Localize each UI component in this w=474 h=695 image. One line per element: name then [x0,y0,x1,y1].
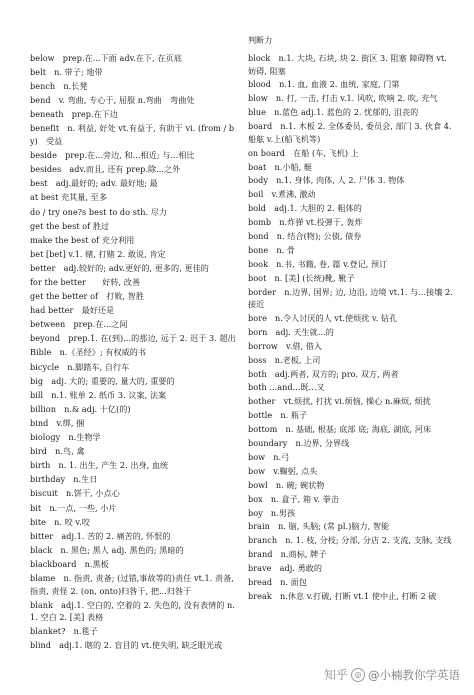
vocab-entry: better adj.较好的; adv.更好的, 更多的, 更佳的 [30,262,209,273]
vocab-entry: black n. 黑色; 黑人 adj. 黑色的; 黑暗的 [30,544,184,555]
vocab-entry: benefit n. 利益, 好处 vt.有益于, 有助于 vi. (from / by) 受益 [30,123,235,147]
vocab-entry: brave adj. 勇敢的 [248,563,322,574]
vocab-entry: blackboard n.黑板 [30,558,109,569]
vocab-entry: body n.1. 身体, 肉体, 人 2. 尸体 3. 物体 [248,175,405,186]
vocab-entry: bind v.绑, 捆 [30,417,85,428]
vocab-entry: box n. 盒子, 箱 v. 拳击 [248,493,339,504]
vocab-entry: blame n. 指责, 责备; (过错,事故等的)责任 vt.1. 责备, 指责, 责怪 2. (on, onto)归咎于, 把...归咎于 [30,572,234,596]
vocab-entry: bitter adj.1. 苦的 2. 痛苦的, 怀恨的 [30,530,171,541]
vocab-entry: beside prep.在...旁边, 和...相近; 与...相比 [30,150,195,161]
vocab-entry: bottle n. 瓶子 [248,410,308,421]
vocab-entry: bother vt.烦扰, 打扰 vi.烦恼, 操心 n.麻烦, 烦扰 [248,396,431,407]
vocab-entry: Bible n.《圣经》; 有权威的书 [30,347,147,358]
vocab-entry: had better 最好还是 [30,305,115,316]
vocab-entry: below prep.在...下面 adv.在下, 在页底 [30,53,182,63]
vocab-entry: boundary n.边界, 分界线 [248,438,350,449]
vocab-entry: bowl n. 碗; 碗状物 [248,479,325,490]
vocab-entry: blue n.蓝色 adj.1. 蓝色的 2. 忧郁的, 沮丧的 [248,107,419,118]
vocab-entry: bone n. 骨 [248,244,296,255]
vocab-entry: best adj.最好的; adv. 最好地; 最 [30,178,158,189]
left-column [30,52,236,654]
vocab-entry: birthday n.生日 [30,474,98,485]
vocab-entry: get the best of 胜过 [30,220,110,231]
vocab-entry: borrow v.借, 借入 [248,340,322,351]
vocab-entry: boat n.小船, 艇 [248,161,313,172]
vocab-entry: bite n. 咬 v.咬 [30,516,90,527]
vocab-entry: board n.1. 木板 2. 全体委员, 委员会, 部门 3. 伙食 4. 船舷 v.上(船飞机等) [248,121,452,144]
vocab-entry: born adj. 天生就...的 [248,326,334,337]
vocab-entry: for the better 好转, 改善 [30,277,141,287]
vocab-entry: blanket? n.毯子 [30,626,98,637]
vocab-entry: boot n. [美] (长统)靴, 靴子 [248,272,355,283]
vocab-entry: both ...and...既...又 [248,382,325,393]
vocab-entry: bond n. 结合(物); 公债, 债券 [248,230,362,241]
vocab-entry: blood n.1. 血, 血液 2. 血统, 家庭, 门第 [248,79,400,90]
vocab-entry: boy n.男孩 [248,507,296,518]
vocab-entry: birth n. 1. 出生, 产生 2. 出身, 血统 [30,460,169,471]
vocab-entry: branch n. 1. 枝, 分枝; 分部, 分店 2. 支流, 支脉, 支线 [248,535,452,546]
vocab-entry: both adj.两者, 双方的; pro. 双方, 两者 [248,368,399,379]
vocab-entry: bend v. 弯曲, 专心于, 屈服 n.弯曲 弯曲处 [30,95,195,106]
vocab-entry: bomb n.炸弹 vt.投弹于, 轰炸 [248,217,363,228]
vocab-entry: bench n.长凳 [30,81,88,92]
vocab-entry: brain n. 脑, 头脑; (常 pl.)脑力, 智能 [248,521,390,532]
vocab-entry: break n.休息 v.打破, 打断 vt.1 使中止, 打断 2 破 [248,590,437,601]
vocab-entry: bet [bet] v.1. 赌, 打赌 2. 敢说, 肯定 [30,248,166,259]
vocab-entry: bread n. 面包 [248,576,308,587]
vocab-entry: bow n.弓 [248,451,290,462]
vocab-entry: book n.书, 书籍, 卷, 篇 v.登记, 预订 [248,258,388,269]
vocab-entry: big adj. 大的; 重要的, 量大的, 重要的 [30,375,175,386]
vocab-entry: blow n. 打, 一击, 打击 v.1. 风吹, 吹响 2. 吹, 充气 [248,93,438,104]
vocab-entry: block n.1. 大块, 石块, 块 2. 街区 3. 阻塞 障碍物 vt.妨碍, 阻塞 [248,53,447,76]
vocab-entry: boil v.煮沸, 激动 [248,189,316,200]
vocab-entry: biology n.生物学 [30,432,101,443]
right-column [248,52,454,604]
vocab-entry: between prep.在...之间 [30,319,128,330]
vocab-entry: bore n.令人讨厌的人 vt.使烦扰 v. 钻孔 [248,313,398,324]
watermark-author: @小楠教你学英语 [368,667,460,682]
vocab-entry: beyond prep.1. 在(到)...的那边, 远于 2. 迟于 3. 超出 [30,333,236,344]
author-avatar-icon: ◎ [351,668,365,682]
vocab-entry: bold adj.1. 大胆的 2. 粗体的 [248,203,362,214]
vocab-entry: get the better of 打败, 智胜 [30,291,145,302]
vocab-entry: make the best of 充分利用 [30,234,135,245]
vocab-entry: bow v.鞠躬, 点头 [248,465,318,476]
vocab-entry: belt n. 带子; 地带 [30,67,103,78]
vocab-entry: bicycle n.脚踏车, 自行车 [30,361,130,372]
vocab-entry: at best 充其量, 至多 [30,192,107,203]
vocab-entry: bottom n. 基础, 根基; 底部 底; 海底, 湖底, 河床 [248,424,432,435]
vocab-entry: do / try one?s best to do sth. 尽力 [30,206,168,217]
vocab-entry: brand n.商标, 牌子 [248,549,327,560]
vocab-entry: besides adv.而且, 还有 prep.除...之外 [30,164,181,175]
vocab-entry: boss n.老板, 上司 [248,354,321,365]
vocab-entry: bill n.1. 账单 2. 纸币 3. 议案, 法案 [30,389,167,400]
vocab-entry: bird n.鸟, 禽 [30,446,85,457]
vocab-entry: bit n.一点, 一些, 小片 [30,502,117,513]
vocab-entry: border n.边界, 国界; 边, 边沿, 边境 vt.1. 与...接壤 2. 接近 [248,286,453,310]
zhihu-logo: 知乎 [323,668,348,682]
vocab-entry: beneath prep.在下边 [30,109,119,120]
vocab-entry: on board 在船 (车, 飞机) 上 [248,147,359,158]
watermark [324,666,460,683]
vocab-entry: billion n.& adj. 十亿(的) [30,403,131,414]
vocab-entry: biscuit n.饼干, 小点心 [30,488,120,499]
continued-entry-text: 判断力 [248,35,273,45]
vocab-entry: blank adj.1. 空白的, 空着的 2. 失色的, 没有表情的 n.1. 空白 2. [美] 表格 [30,599,235,623]
vocab-entry: blind adj.1. 瞎的 2. 盲目的 vt.使失明, 缺乏眼光或 [30,640,223,651]
